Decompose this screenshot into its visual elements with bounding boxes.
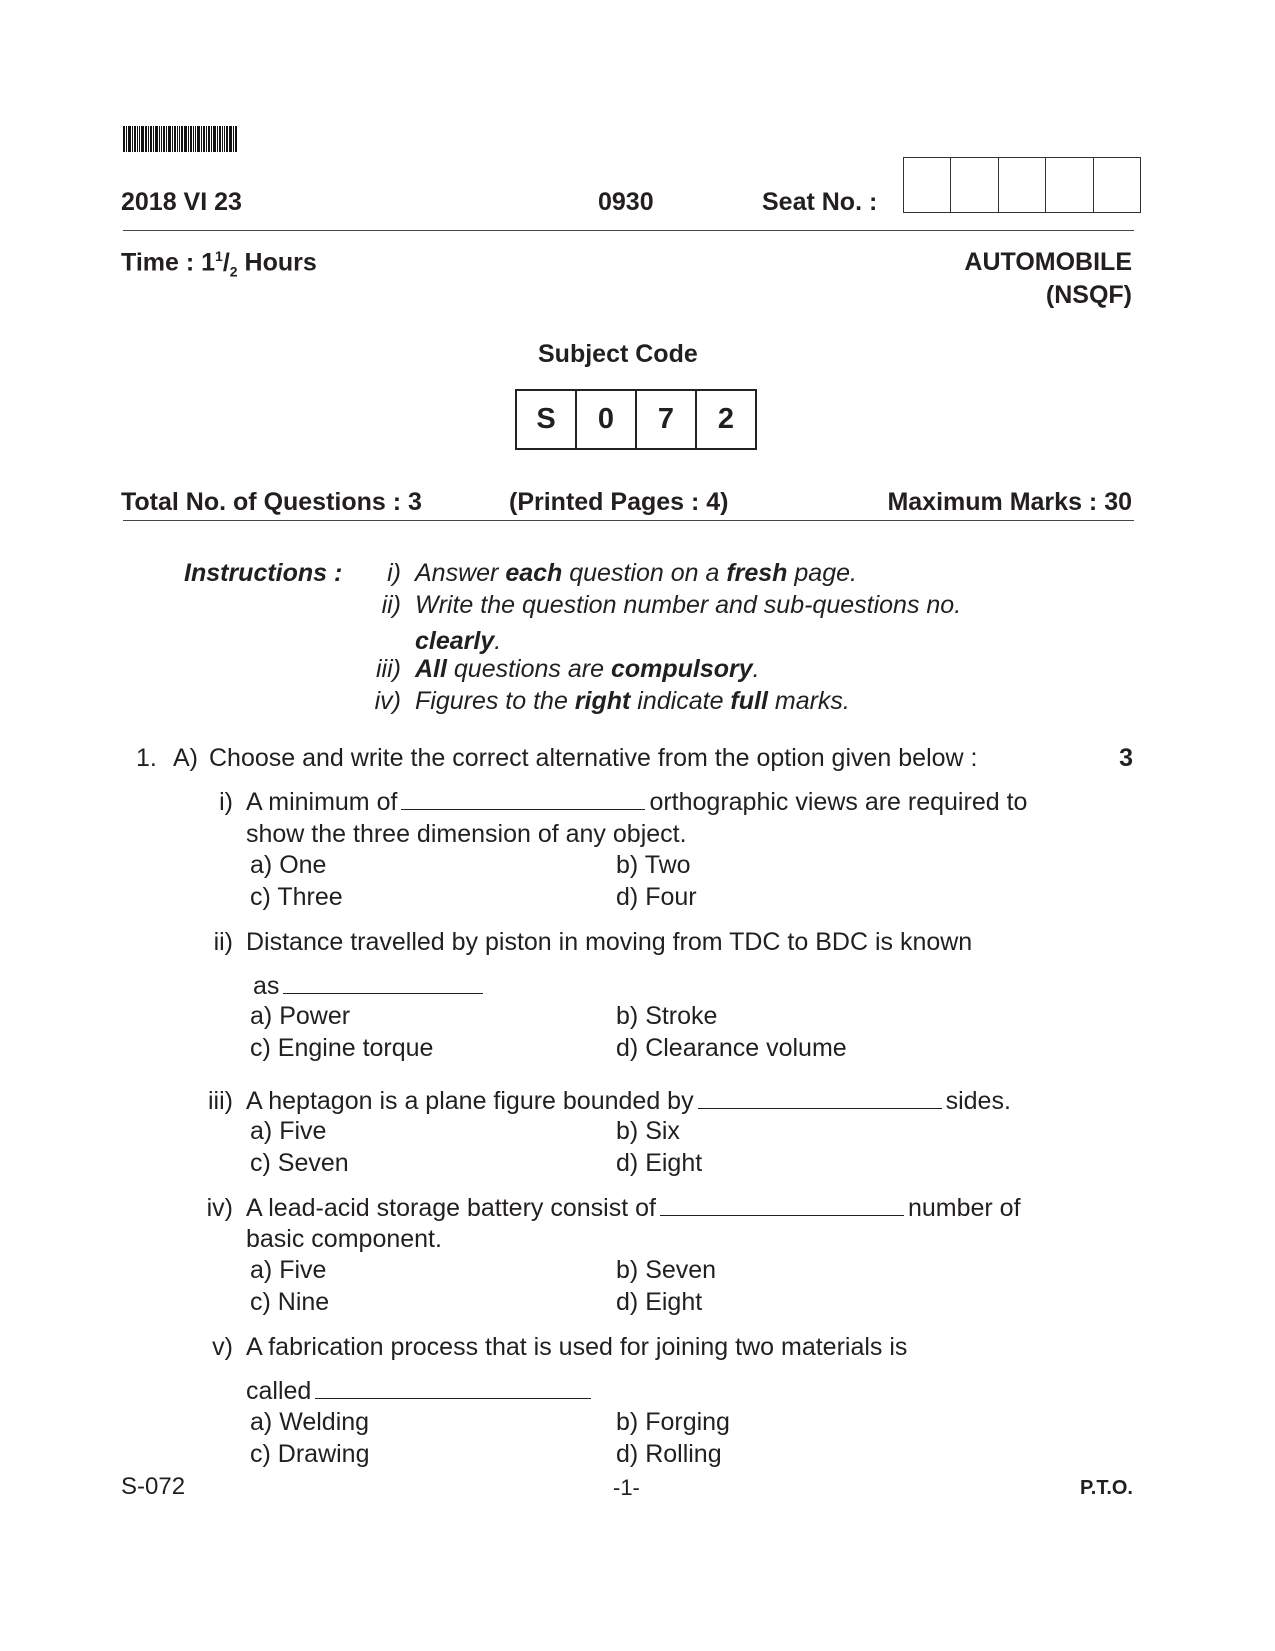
option: b) Forging [616, 1408, 730, 1436]
subject-code-char: 2 [717, 403, 735, 435]
time-allowed: Time : $1^1/_2$ Hours [121, 248, 317, 280]
option: a) Power [250, 1002, 351, 1030]
subject-code-boxes [515, 389, 757, 450]
subquestion-text: A minimum of orthographic views are required to [246, 788, 1028, 816]
footer-code: S-072 [121, 1473, 186, 1500]
subject-name: AUTOMOBILE (NSQF) [964, 248, 1132, 309]
question-number: 1. [136, 744, 157, 772]
instruction-number: iv) [374, 687, 401, 715]
seat-box [951, 158, 998, 212]
option: a) One [250, 851, 327, 879]
subquestion-text-cont: basic component. [246, 1225, 442, 1253]
option: d) Four [616, 883, 697, 911]
instruction-item: Figures to the right indicate full marks. [415, 687, 850, 715]
seat-box [904, 158, 951, 212]
option: d) Clearance volume [616, 1034, 847, 1062]
seat-box [1094, 158, 1140, 212]
subquestion-number: i) [219, 788, 233, 816]
subquestion-text: A fabrication process that is used for joining two materials is [246, 1333, 908, 1361]
option: b) Seven [616, 1256, 717, 1284]
subject-code-char: 7 [637, 391, 697, 448]
total-questions: Total No. of Questions : 3 [121, 488, 422, 516]
instruction-number: i) [387, 559, 401, 587]
meta-divider [123, 520, 1134, 521]
instruction-item: Answer each question on a fresh page. [415, 559, 857, 587]
printed-pages: (Printed Pages : 4) [509, 488, 729, 516]
option: c) Seven [250, 1149, 349, 1177]
subquestion-number: iii) [208, 1087, 233, 1115]
instruction-item: Write the question number and sub-questions no. clearly. [415, 591, 962, 655]
option: b) Two [616, 851, 691, 879]
option: b) Six [616, 1117, 680, 1145]
option: c) Drawing [250, 1440, 370, 1468]
option: d) Eight [616, 1149, 703, 1177]
option: d) Rolling [616, 1440, 722, 1468]
barcode [123, 126, 265, 152]
pto-label: P.T.O. [1080, 1477, 1133, 1499]
instruction-number: ii) [381, 591, 401, 619]
subject-code-char: 0 [577, 391, 637, 448]
question-text: Choose and write the correct alternative from the option given below : [209, 744, 978, 772]
option: a) Five [250, 1256, 327, 1284]
subquestion-number: v) [212, 1333, 233, 1361]
question-marks: 3 [1119, 744, 1133, 772]
seat-box [999, 158, 1046, 212]
instructions-label: Instructions : [184, 559, 343, 587]
subject-code-char: S [517, 391, 577, 448]
subquestion-number: iv) [206, 1194, 233, 1222]
seat-number-boxes [903, 157, 1141, 213]
option: c) Three [250, 883, 343, 911]
subject-code-label: Subject Code [538, 340, 698, 368]
page-number: -1- [613, 1475, 640, 1500]
option: a) Welding [250, 1408, 370, 1436]
option: c) Engine torque [250, 1034, 434, 1062]
subquestion-text-cont: as [253, 972, 487, 1001]
paper-code: 2018 VI 23 [121, 188, 242, 216]
seat-label: Seat No. : [762, 188, 878, 216]
header-divider [123, 230, 1134, 231]
question-part: A) [173, 744, 198, 772]
subquestion-number: ii) [213, 928, 233, 956]
option: b) Stroke [616, 1002, 718, 1030]
option: c) Nine [250, 1288, 330, 1316]
instruction-number: iii) [376, 655, 401, 683]
subquestion-text: A heptagon is a plane figure bounded by sides. [246, 1087, 1011, 1115]
option: a) Five [250, 1117, 327, 1145]
subquestion-text: A lead-acid storage battery consist of number of [246, 1194, 1021, 1222]
seat-box [1046, 158, 1093, 212]
option: d) Eight [616, 1288, 703, 1316]
time-code: 0930 [598, 188, 654, 216]
instruction-item: All questions are compulsory. [415, 655, 760, 683]
subquestion-text-cont: called [246, 1377, 595, 1406]
subquestion-text: Distance travelled by piston in moving from TDC to BDC is known [246, 928, 973, 956]
maximum-marks: Maximum Marks : 30 [887, 488, 1132, 516]
subquestion-text-cont: show the three dimension of any object. [246, 820, 687, 848]
